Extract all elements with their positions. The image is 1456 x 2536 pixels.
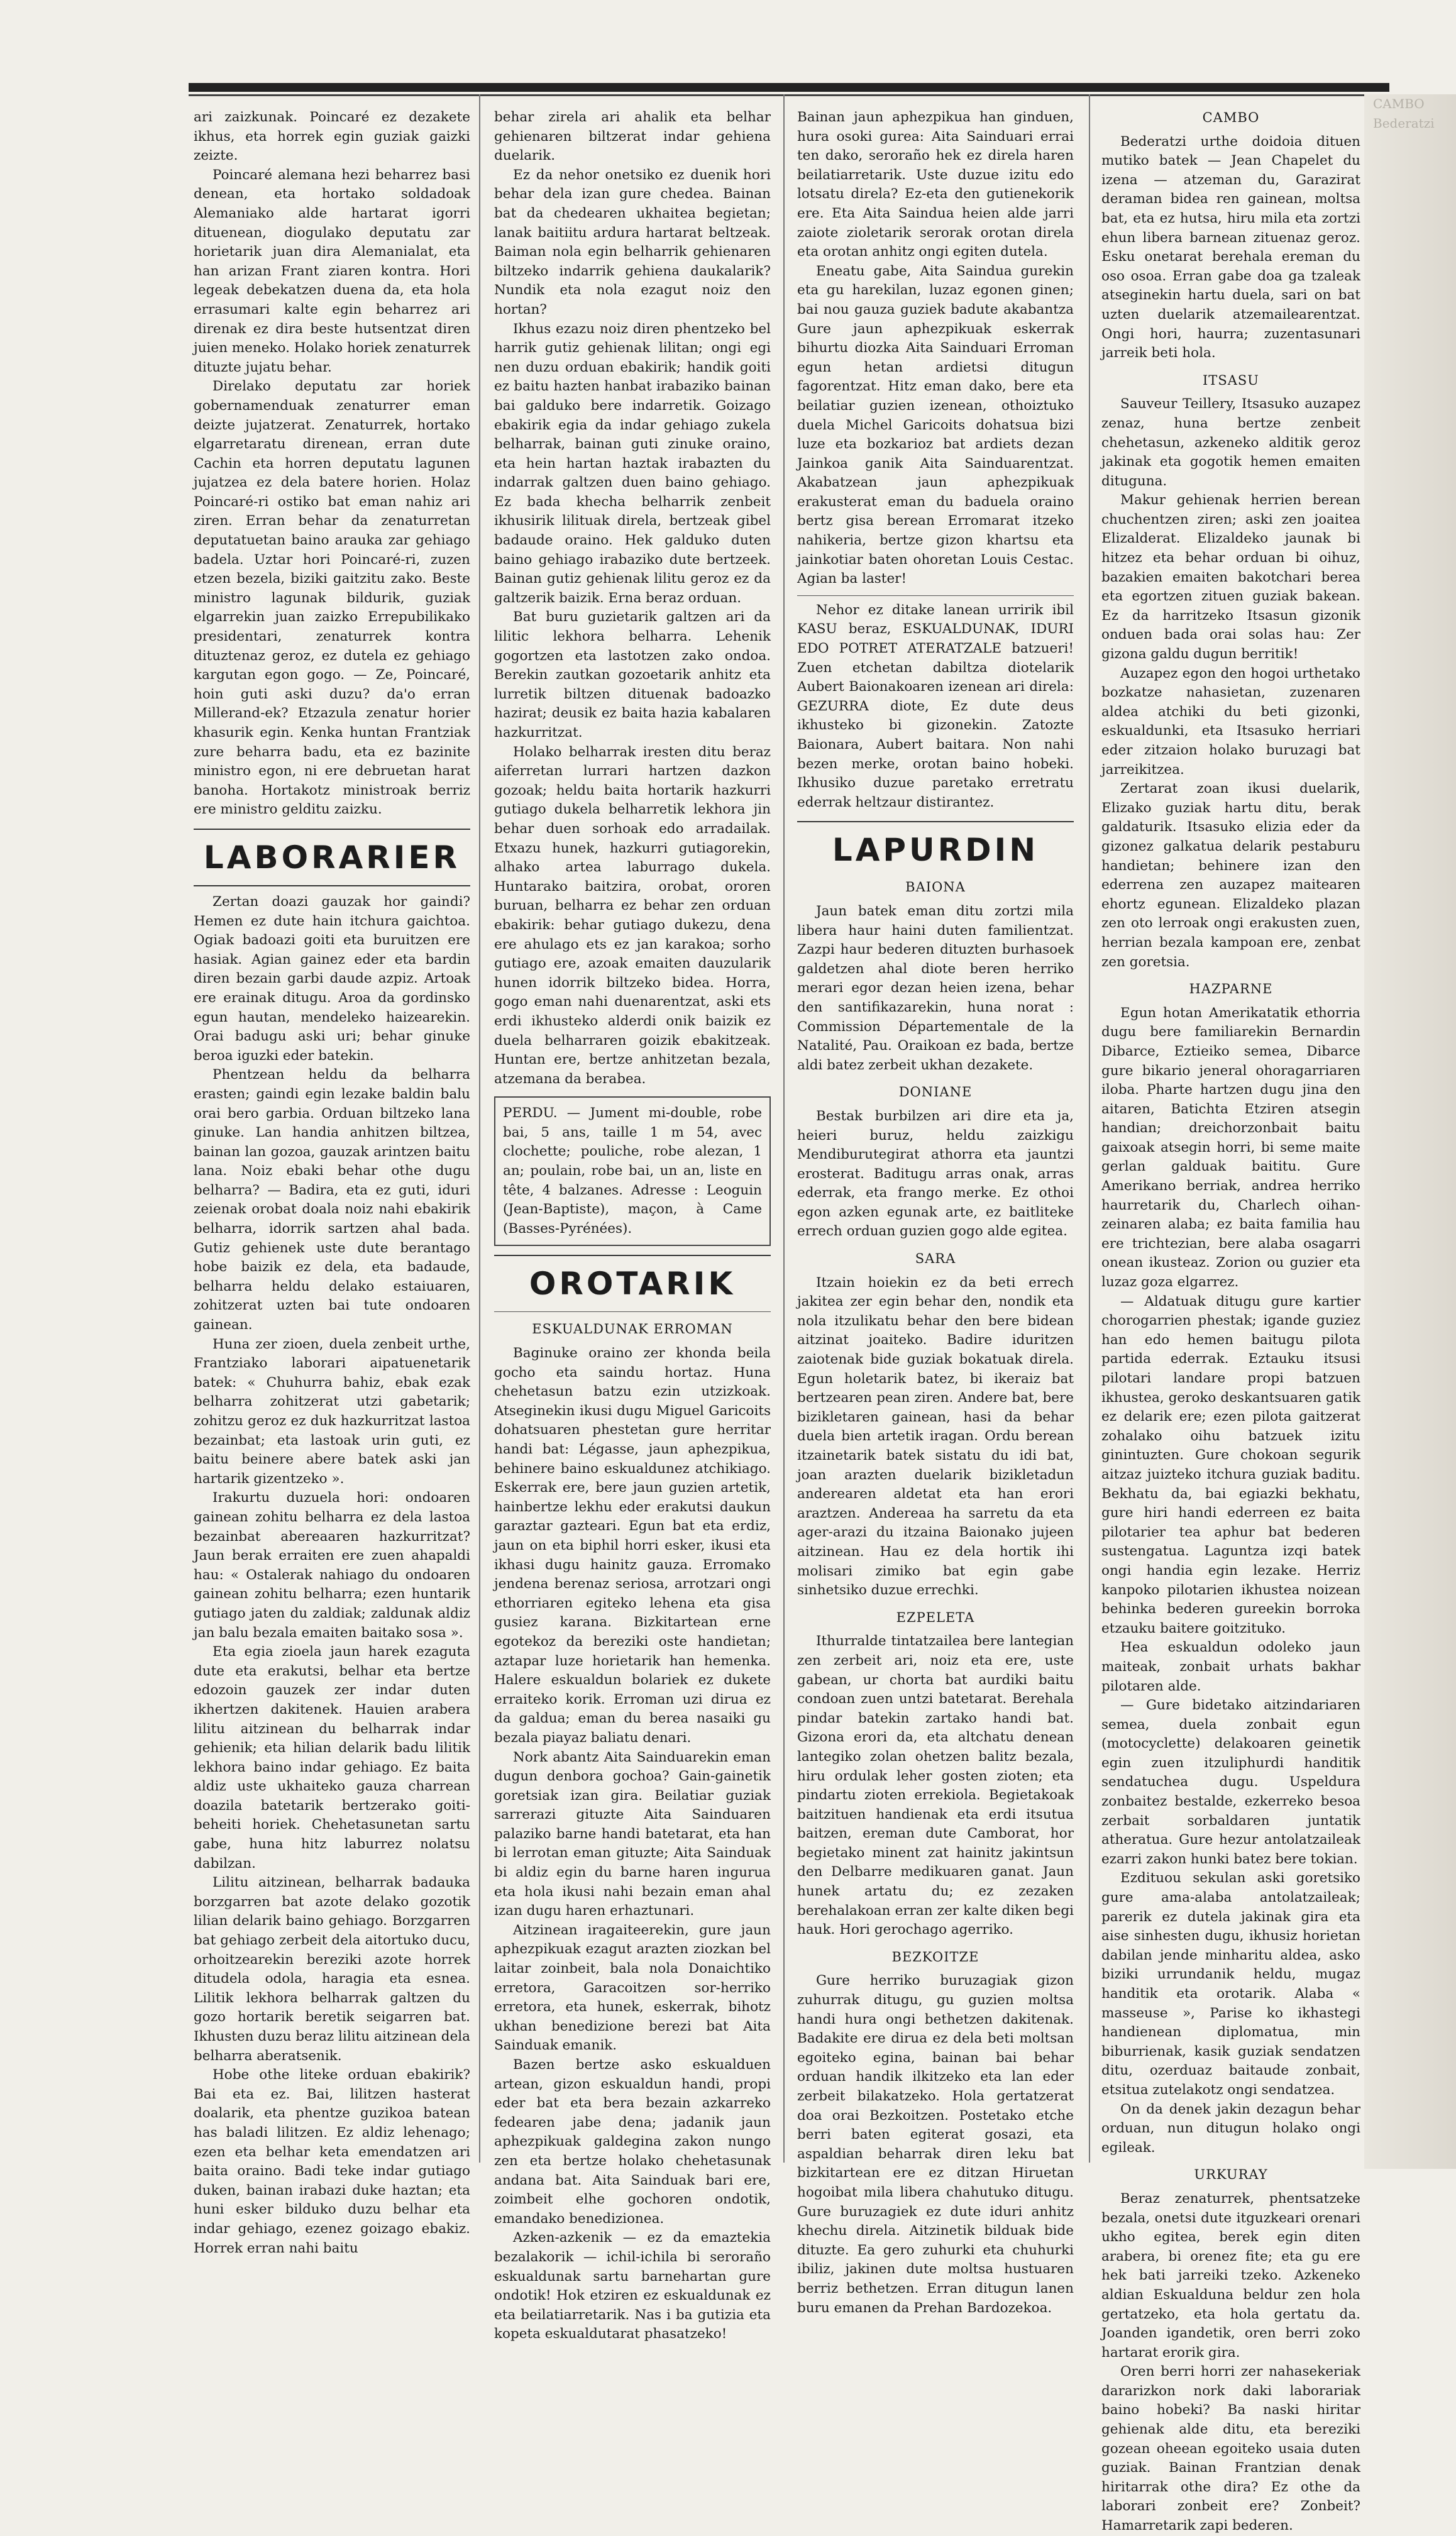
article-title: SARA xyxy=(915,1251,956,1267)
article-title: ESKUALDUNAK ERROMAN xyxy=(532,1321,733,1337)
paragraph: Direlako deputatu zar horiek gobernamenduak zenaturrer eman deizte jujatzerat. Zenaturrek, hortako elgarretaratu direnean, erran dute Cachin eta horren deputatu lagunen jujatzea ez dela batere horien. Holaz Poincaré-ri ostiko bat eman nahiz ari ziren. Erran behar da zenaturretan deputatuetan baino arauka zar gehiago badela. Uztar hori Poincaré-ri, zuzen etzen bezela, biziki gaitzitu zako. Beste ministro lagunak bildurik, guziak elgarrekin juan zaizko Errepubilikako presidentari, zenaturrek kontra dituztenaz geroz, ez dutela ez gehiago kargutan egon gogo. — Ze, Poincaré, hoin guti aski duzu? da'o erran Millerand-ek? Etzazula zenatur horier khasurik egin. Kenka huntan Frantziak zure beharra badu, eta ez bazinite ministro egon, ni ere debruetan harat banoha. Hortakotz ministroak berriz ere ministro gelditu zaizku. xyxy=(194,378,470,818)
paragraph: Beraz zenaturrek, phentsatzeke bezala, onetsi dute itguzkeari orenari ukho egitea, berek egin diten arabera, bi orenez fite; eta gu ere hek bati jarreiki tzeko. Azkeneko aldian Eskualduna beldur zen hola gertatzeko, eta hola gertatu da. Joanden igandetik, oren berri zoko hartarat erorik gira. xyxy=(1101,2190,1360,2361)
paragraph: Auzapez egon den hogoi urthetako bozkatze nahasietan, zuzenaren aldea atchiki du beti gizonki, eskualdunki, eta Itsasuko herriari eder zitzaion holako buruzagi bat jarreikitzea. xyxy=(1101,665,1360,778)
paragraph: Huna zer zioen, duela zenbeit urthe, Frantziako laborari aipatuenetarik batek: « Chuhurra bahiz, ebak ezak belharra zohitzerat utzi gabetarik; zohitzu geroz ez duk hazkurritzat lastoa bezainbat; eta lastoak urin guti, ez baitu beinere abere batek aski jan hartarik gizentzeko ». xyxy=(194,1336,470,1487)
paragraph: Poincaré alemana hezi beharrez basi denean, eta hortako soldadoak Alemaniako alde hartarat igorri dituenean, diogulako deputatu zar horietarik juan dira Alemanialat, eta han arizan Frant ziaren kontra. Hori legeak debekatzen duena da, eta hola errasumari kalte egin beharrez ari direnak ez dira beste hutsentzat diren juien meneko. Holako horiek zenaturrek dituzte jujatu behar. xyxy=(194,167,470,375)
paragraph: Zertan doazi gauzak hor gaindi? Hemen ez dute hain itchura gaichtoa. Ogiak badoazi goiti eta buruitzen ere hasiak. Agian gainez eder eta bardin diren bezain garbi daude azpiz. Artoak ere erainak ditugu. Aroa da gordinsko egun hautan, mendeleko haizearekin. Orai badugu aski uri; behar ginuke beroa iguzki eder batekin. xyxy=(194,893,470,1064)
paragraph: Gure herriko buruzagiak gizon zuhurrak ditugu, gu guzien moltsa handi hura ongi bethetzen dakitenak. Badakite ere dirua ez dela beti moltsan egoiteko egina, bainan bai behar orduan handik ilkitzeko eta lan eder zerbeit bilakatzeko. Hola gertatzerat doa orai Bezkoitzen. Postetako etche berri baten egiterat gosazi, eta aspaldian beharrak diren leku bat bizkitartean ere ez ditzan Hiruetan hogoibat mila libera chahutuko ditugu. Gure buruzagiek ez dute iduri anhitz khechu direla. Aitzinetik bilduak bide dituzte. Ea gero zuhurki eta chuhurki ibiliz, jakinen dute moltsa hustuaren berriz bethetzen. Erran ditugun lanen buru emanen da Prehan Bardozekoa. xyxy=(797,1973,1074,2316)
paragraph: Itzain hoiekin ez da beti errech jakitea zer egin behar den, nondik eta nola itzulikatu behar den bere bidean aitzinat joaiteko. Badire iduritzen zaiotenak bide guziak bokatuak direla. Egun holetarik batez, bi ikeraiz bat bertzearen pean ziren. Andere bat, bere bizikletaren gainean, hasi da behar duela bien artetik iragan. Ordu berean itzainetarik batek sistatu du idi bat, joan arazten duelarik bizikletadun anderearen aldetat eta han erori araztzen. Andereaa ha sarretu da eta ager-arazi du itzaina Baionako jujeen aitzinean. Hau ez dela hortik ihi molisari zimiko bat egin gabe sinhetsiko duzue errechki. xyxy=(797,1274,1074,1599)
paragraph: Bazen bertze asko eskualduen artean, gizon eskualdun handi, propi eder bat eta bera bezain azkarreko fedearen jabe dena; jadanik jaun aphezpikuak galdegina zakon nungo zen eta bertze holako chehetasunak andana bat. Aita Sainduak bari ere, zoimbeit elhe gochoren ondotik, emandako benedizionea. xyxy=(494,2057,771,2227)
classified-advert xyxy=(494,1096,771,1246)
paragraph: Baginuke oraino zer khonda beila gocho eta saindu hortaz. Huna chehetasun batzu ezin utzizkoak. Atseginekin ikusi dugu Miguel Garicoits dohatsuaren phestetan gure herritar handi bat: Légasse, jaun aphezpikua, behinere baino eskualdunez atchikiago. Eskerrak ere, bere jaun guzien artetik, hainbertze lekhu eder erakutsi daukun garaztar gazteari. Egun bat eta erdiz, jaun on eta biphil horri esker, ikusi eta ikhasi dugu hainitz gauza. Erromako jendena berenaz seriosa, arrotzari ongi ethorriaren egiteko lehena eta gisa gusiez karana. Bizkitartean erne egotekoz da bereziki oste handietan; aztapar luze horietarik han hemenka. Halere eskualdun bolariek ez dukete erraiteko korik. Erroman uzi dirua ez da galdua; eman du berea nasaiki gu bezala piayaz baliatu denari. xyxy=(494,1345,771,1746)
article-title: URKURAY xyxy=(1194,2167,1268,2183)
section-rule xyxy=(194,885,470,886)
paragraph: Ez da nehor onetsiko ez duenik hori behar dela izan gure chedea. Bainan bat da chedearen ukhaitea begietan; lanak baitiitu ardura hartarat beltzeak. Baiman nola egin belharrik gehienaren biltzeko indarrik gehiena daukalarik? Nundik eta nola ezagut noiz den hortan? xyxy=(494,167,771,317)
paragraph: Egun hotan Amerikatatik ethorria dugu bere familiarekin Bernardin Dibarce, Eztieiko semea, Dibarce gure bikario jeneral ohoragarriaren iloba. Pharte hartzen dugu jina den aitaren, Batichta Etziren atsegin handian; dreichorzonbait baitu gaixoak atsegin horri, bi seme maite gerlan galduak baititu. Gure Amerikano berriak, andrea herriko haurretarik du, Charlech oihan-zeinaren alaba; ez baita familia hau ere trichtezian, bere alaba osagarri onean ikusteaz. Zorion ou guzier eta luzaz goza elgarrez. xyxy=(1101,1005,1360,1291)
column-3 xyxy=(797,108,1074,2316)
paragraph: Ithurralde tintatzailea bere lantegian zen zerbeit ari, noiz eta ere, uste gabean, ur chorta bat aurdiki baitu condoan zuen untzi batetarat. Berehala pindar batekin zartako handi bat. Gizona erori da, eta altchatu denean lantegiko zolan ohetzen balitz bezala, hiru ordulak leher gosten zioten; eta pindartu zioten errekiola. Begietakoak baitzituen handienak eta erdi itsutua baitzen, ereman dute Camborat, hor begietako minent zat hainitz jakintsun den Delbarre medikuaren ganat. Jaun hunek artatu du; ez zezaken berehalakoan erran zer kalte diken begi hauk. Hori gerochago agerriko. xyxy=(797,1633,1074,1938)
paragraph: Ezdituou sekulan aski goretsiko gure ama-alaba antolatzaileak; parerik ez dutela jakinak gira eta aise sinhesten dugu, ikhusiz horietan dabilan jende minharitu aldea, asko biziki urrundanik heldu, mugaz handitik eta orotarik. Alaba « masseuse », Parise ko ikhastegi handienean diplomatua, min biburrienak, kasik guziak sendatzen ditu, ozerduaz baitaude zonbait, etsitua zutelakotz ongi sendatzea. xyxy=(1101,1870,1360,2098)
article-title: ITSASU xyxy=(1203,372,1259,388)
paragraph: Aitzinean iragaiteerekin, gure jaun aphezpikuak ezagut arazten ziozkan bel laitar zoinbeit, bala nola Donaichtiko erretora, Garacoitzen sor-herriko erretora, eta hunek, eskerrak, bihotz ukhan benedizione berezi bat Aita Sainduak emanik. xyxy=(494,1922,771,2054)
section-rule xyxy=(494,1311,771,1312)
column-2 xyxy=(494,108,771,2342)
section-rule xyxy=(494,1255,771,1256)
paragraph: Jaun batek eman ditu zortzi mila libera haur haini duten familientzat. Zazpi haur bederen dituzten burhasoek galdetzen ahal diote beren herriko merari egor dezan heien izena, behar den santifikazarekin, huna norat : Commission Départementale de la Natalité, Pau. Oraikoan ez bada, bertze aldi batez zerbeit ukhan dezakete. xyxy=(797,903,1074,1073)
paragraph: behar zirela ari ahalik eta belhar gehienaren biltzerat indar gehiena duelarik. xyxy=(494,109,771,164)
masthead-rule xyxy=(189,83,1389,92)
paragraph: ari zaizkunak. Poincaré ez dezakete ikhus, eta horrek egin guziak gaizki zeizte. xyxy=(194,109,470,164)
paragraph: Irakurtu duzuela hori: ondoaren gainean zohitu belharra ez dela lastoa bezainbat abereaaren hazkurritzat? Jaun berak erraiten ere zuen ahapaldi hau: « Ostalerak nahiago du ondoaren gainean zohitu belharra; ezen huntarik gutiago jaten du zaldiak; zaldunak aldiz jan balu bezala emaiten baitako sosa ». xyxy=(194,1490,470,1641)
advert-text: Nehor ez ditake lanean urririk ibil KASU beraz, ESKUALDUNAK, IDURI EDO POTRET ATERATZALE batzueri! Zuen etchetan dabiltza diotelarik Aubert Baionakoaren izenean ari direla: GEZURRA diote, Ez dute deus ikhusteko bi gizonekin. Zatozte Baionara, Aubert baitara. Non nahi bezen merke, orotan baino hobeki. Ikhusiko duzue paretako erretratu ederrak heltzaur distirantez. xyxy=(797,602,1074,810)
paragraph: Bat buru guzietarik galtzen ari da lilitic lekhora belharra. Lehenik gogortzen eta lastotzen zako ondoa. Berekin zautkan gozoetarik anhitz eta lurretik biltzen dituenak badoazko hazirat; deusik ez baita hazia kabalaren hazkurritzat. xyxy=(494,609,771,741)
paragraph: Eta egia zioela jaun harek ezaguta dute eta erakutsi, belhar eta bertze edozoin gauzek zer indar duten ikhertzen dakitenek. Hauien arabera lilitu aitzinean du belharrak indar gehienik; eta hilian delarik badu lilitik lekhora baino indar gehiago. Ez baita aldiz uste ukhaiteko gauza charrean doazila batetarik bertzerako goiti-beheiti horiek. Chehetasunetan sartu gabe, huna hitz laburrez nolatsu dabilzan. xyxy=(194,1644,470,1872)
ghost-text: CAMBO xyxy=(1373,96,1425,111)
paragraph: Bainan jaun aphezpikua han ginduen, hura osoki gurea: Aita Sainduari errai ten dako, seroraño hek ez direla haren beilatiarretarik. Uste duzue izitu edo lotsatu direla? Ez-eta den gutienekorik ere. Eta Aita Saindua heien alde jarri zaiote zioletarik serorak orotan direla eta orotan anhitz ongi egiten dutela. xyxy=(797,109,1074,260)
paragraph: Nork abantz Aita Sainduarekin eman dugun denbora gochoa? Gain-gainetik goretsiak izan gira. Beilatiar guziak sarrerazi gituzte Aita Sainduaren palaziko barne handi batetarat, eta han bi lerrotan eman gituzte; Aita Sainduak bi aldiz egin du barne haren ingurua eta hola ikusi nahi bezain eman ahal izan dugu haren erhaztunari. xyxy=(494,1749,771,1919)
section-rule xyxy=(194,829,470,830)
section-rule xyxy=(797,821,1074,822)
paragraph: Lilitu aitzinean, belharrak badauka borzgarren bat azote delako gozotik lilian delarik baino gehiago. Borzgarren bat gehiago zerbeit dela aitortuko ducu, orhoitzearekin bereziki azote horrek ditudela odola, haragia eta esnea. Lilitik lekhora belharrak galtzen du gozo hortarik beretik seigarren bat. Ikhusten duzu beraz lilitu aitzinean dela belharra aberatsenik. xyxy=(194,1875,470,2064)
article-title: EZPELETA xyxy=(896,1609,975,1625)
paragraph: Sauveur Teillery, Itsasuko auzapez zenaz, huna bertze zenbeit chehetasun, azkeneko alditik geroz jakinak eta gogotik hemen emaiten dituguna. xyxy=(1101,396,1360,489)
article-title: DONIANE xyxy=(898,1084,973,1100)
section-heading: LABORARIER xyxy=(203,839,461,876)
masthead-rule-thin xyxy=(189,94,1389,96)
paragraph: Azken-azkenik — ez da emaztekia bezalakorik — ichil-ichila bi seroraño eskualdunak sartu barnehartan gure ondotik! Hok etziren ez eskualdunak ez eta beilatiarretarik. Nas i ba gutizia eta kopeta eskualdutarat phasatzeko! xyxy=(494,2230,771,2342)
paragraph: Bederatzi urthe doidoia dituen mutiko batek — Jean Chapelet du izena — atzeman du, Garazirat deraman bidea ren gainean, moltsa bat, eta ez hutsa, hiru mila eta zortzi ehun libera barnean zituenaz geroz. Esku onetarat berehala ereman du oso osoa. Erran gabe doa ga tzaleak atseginekin hartu duela, sari on bat uzten duelarik atzemailearentzat. Ongi hori, haurra; zuzentasunari jarreik beti hola. xyxy=(1101,133,1360,361)
article-title: BAIONA xyxy=(905,879,966,895)
article-title: HAZPARNE xyxy=(1189,981,1273,997)
section-heading: OROTARIK xyxy=(529,1265,736,1303)
paragraph: Ikhus ezazu noiz diren phentzeko bel harrik gutiz gehienak lilitan; ongi egi nen duzu orduan ebakirik; handik goiti ez baitu hazten hanbat irabaziko bainan bai galduko bere indarretik. Goizago ebakirik egia da indar gehiago zukela belharrak, bainan guti zinuke oraino, eta hein hartan haztak irabazten du indarrak galtzen duen baino gehiago. Ez bada khecha belharrik zenbeit ikhusirik lilituak direla, bertzeak gibel badaude oraino. Hek galduko duten baino gehiago irabaziko dute bertzeek. Bainan gutiz gehienak lilitu geroz ez da galtzerik baizik. Erna beraz orduan. xyxy=(494,321,771,606)
paragraph: Holako belharrak iresten ditu beraz aiferretan lurrari hartzen dazkon gozoak; heldu baita hortarik hazkurri gutiago dukela belharretik lekhora jin behar duen sorhoak edo arradailak. Etxazu hunek, hazkurri gutiagorekin, alhako artea laburrago dukela. Huntarako baitzira, orobat, ororen buruan, belharra ez behar zen orduan ebakirik: behar gutiago dukezu, dena ere ahulago ets ez jan karakoa; sorho gutiago ere, azoak emaiten dauzularik hunen idorrik biltzeko bidea. Horra, gogo eman nahi duenarentzat, aski ets erdi ikhusteko alderdi onik baizik ez duela belharraren goizik ebakitzeak. Huntan ere, bertze anhitzetan bezala, atzemana da berabea. xyxy=(494,744,771,1087)
facing-page-edge xyxy=(1364,94,1456,2169)
paragraph: Eneatu gabe, Aita Saindua gurekin eta gu harekilan, luzaz egonen ginen; bai nou gauza guziek badute akabantza Gure jaun aphezpikuak eskerrak bihurtu diozka Aita Sainduari Erroman egun hetan ardietsi ditugun fagorentzat. Hitz eman dako, bere eta beilatiar guzien izenean, othoiztuko duela Michel Garicoits dohatsua bizi luze eta bozkarioz bat ardiets dezan Jainkoa ganik Aita Sainduarentzat. Akabatzean jaun aphezpikuak erakusterat eman du baduela oraino bertz gisa berean Erromarat itzeko nahikeria, bertze gizon khartsu eta jainkotiar baten ohoretan Louis Cestac. Agian ba laster! xyxy=(797,263,1074,587)
paragraph: — Gure bidetako aitzindariaren semea, duela zonbait egun (motocyclette) delakoaren geinetik egin zuen itzuliphurdi handitik sendatuchea dugu. Uspeldura zonbaitez bestalde, ezkerreko besoa zerbait sorbaldaren juntatik atheratua. Gure hezur antolatzaileak ezarri zakon hunki batez bere tokian. xyxy=(1101,1697,1360,1867)
column-divider xyxy=(479,94,480,2163)
paragraph: Phentzean heldu da belharra erasten; gaindi egin lezake baldin balu orai bero garbia. Orduan biltzeko lana ginuke. Lan handia anhitzen biltzea, bainan lan gozoa, gauzak arintzen baitu lana. Noiz ebaki behar othe dugu belharra? — Badira, eta ez guti, iduri zeienak orobat doala noiz nahi ebakirik belharra, idorrik sartzen ahal bada. Gutiz gehienek uste dute berantago hobe baizik ez dela, eta badaude, belharra heldu delako estaiuaren, zohitzerat uzten bai tute ondoaren gainean. xyxy=(194,1067,470,1333)
section-heading: LAPURDIN xyxy=(832,832,1039,869)
section-rule xyxy=(797,595,1074,596)
paragraph: Bestak burbilzen ari dire eta ja, heieri buruz, heldu zaizkigu Mendiburutegirat athorra eta jauntzi erosterat. Baditugu arras onak, arras ederrak, eta frango merke. Ez othoi egon azken egunak arte, ez baitliteke errech orduan guzien gogo alde egitea. xyxy=(797,1108,1074,1240)
advert-text: PERDU. — Jument mi-double, robe bai, 5 ans, taille 1 m 54, avec clochette; pouliche, robe alezan, 1 an; poulain, robe bai, un an, liste en tête, 4 balzanes. Adresse : Leoguin (Jean-Baptiste), maçon, à Came (Basses-Pyrénées). xyxy=(503,1105,762,1237)
column-4 xyxy=(1101,108,1360,2534)
column-divider xyxy=(783,94,785,2163)
column-1 xyxy=(194,108,470,2256)
paragraph: Hobe othe liteke orduan ebakirik? Bai eta ez. Bai, lilitzen hasterat doalarik, eta phentze guzikoa batean has baladi lilitzen. Ez aldiz lehenago; ezen eta belhar keta emendatzen ari baita oraino. Badi teke indar gutiago duken, bainan irabazi duke haztan; eta huni esker bilduko duzu belhar eta indar gehiago, ezenez goizago ebakiz. Horrek erran nahi baitu xyxy=(194,2067,470,2256)
paragraph: Hea eskualdun odoleko jaun maiteak, zonbait urhats bakhar pilotaren alde. xyxy=(1101,1640,1360,1694)
column-divider xyxy=(1089,94,1090,2163)
article-title: BEZKOITZE xyxy=(891,1949,979,1965)
paragraph: Makur gehienak herrien berean chuchentzen ziren; aski zen joaitea Elizalderat. Elizaldeko jaunak bi hitzez eta behar orduan bi oihuz, bazakien emaiten bakotchari berea eta egortzen zituen guziak bakean. Ez da harritzeko Itsasun gizonik onduen bada orai solas hau: Zer gizona galdu dugun berritik! xyxy=(1101,492,1360,663)
ghost-text: Bederatzi xyxy=(1373,116,1435,131)
paragraph: — Aldatuak ditugu gure kartier chorogarrien phestak; igande guziez han edo hemen baitugu pilota partida ederrak. Eztauku itsusi pilotari landare propi batzuen ikhustea, geroko deskantsuaren gatik ez delarik ere; ezen pilota gaitzerat zohalako oihu batzuek izitu ginintuzten. Gure chokoan segurik aitzaz juizteko itchura guziak baditu. Bekhatu da, bai egiazki bekhatu, gure hiri handi ederreen ez baita pilotarier tea aphur bat bederen sustengatua. Laguntza izqi batek ongi handia egin lezake. Herriz kanpoko pilotarien ikhustea noizean behinka bederen gureekin borroka etzauku baitere goitzituko. xyxy=(1101,1293,1360,1636)
paragraph: On da denek jakin dezagun behar orduan, nun ditugun holako ongi egileak. xyxy=(1101,2101,1360,2156)
paragraph: Zertarat zoan ikusi duelarik, Elizako guziak hartu ditu, berak galdaturik. Itsasuko elizia eder da gizonez galkatua delarik pestaburu handietan; behinere izan den ederrena zen auzapez maitearen ehortz egunean. Elizaldeko plazan zen oto lerroak ongi erakusten zuen, herrian bezala kampoan ere, zenbat zen goretsia. xyxy=(1101,781,1360,970)
paragraph: Oren berri horri zer nahasekeriak dararizkon nork daki laborariak baino hobeki? Ba naski hiritar gehienak alde ditu, eta bereziki gozean oheean egoiteko usaia duten guziak. Bainan Frantzian denak hiritarrak othe dira? Ez othe da laborari zonbeit ere? Zonbeit? Hamarretarik zapi bederen. xyxy=(1101,2364,1360,2534)
article-title: CAMBO xyxy=(1202,110,1260,125)
